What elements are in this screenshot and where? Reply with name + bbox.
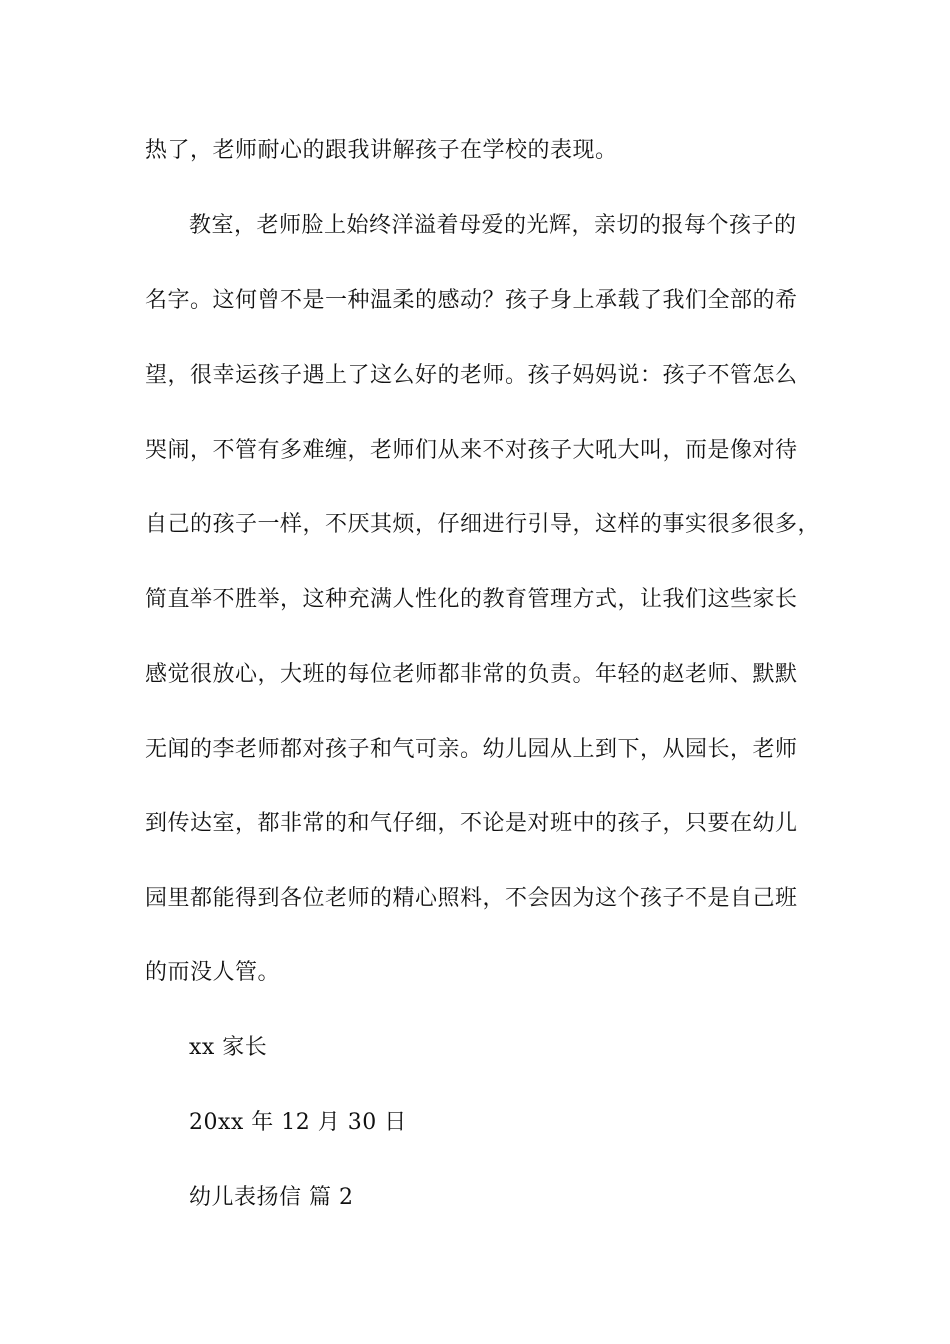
signature: xx 家长 — [189, 1035, 268, 1060]
paragraph-line-6: 自己的孩子一样，不厌其烦，仔细进行引导，这样的事实很多很多， — [145, 512, 821, 537]
paragraph-line-11: 园里都能得到各位老师的精心照料，不会因为这个孩子不是自己班 — [145, 886, 798, 911]
paragraph-line-9: 无闻的李老师都对孩子和气可亲。幼儿园从上到下，从园长，老师 — [145, 737, 798, 762]
paragraph-line-1: 热了，老师耐心的跟我讲解孩子在学校的表现。 — [145, 138, 618, 163]
paragraph-line-7: 简直举不胜举，这种充满人性化的教育管理方式，让我们这些家长 — [145, 587, 798, 612]
date: 20xx 年 12 月 30 日 — [189, 1110, 407, 1135]
paragraph-line-5: 哭闹，不管有多难缠，老师们从来不对孩子大吼大叫，而是像对待 — [145, 438, 798, 463]
section-heading: 幼儿表扬信 篇 2 — [189, 1185, 354, 1210]
paragraph-line-4: 望，很幸运孩子遇上了这么好的老师。孩子妈妈说：孩子不管怎么 — [145, 363, 798, 388]
paragraph-line-10: 到传达室，都非常的和气仔细，不论是对班中的孩子，只要在幼儿 — [145, 811, 798, 836]
paragraph-line-2: 教室，老师脸上始终洋溢着母爱的光辉，亲切的报每个孩子的 — [189, 213, 797, 238]
paragraph-line-12: 的而没人管。 — [145, 960, 281, 985]
paragraph-line-8: 感觉很放心，大班的每位老师都非常的负责。年轻的赵老师、默默 — [145, 662, 798, 687]
paragraph-line-3: 名字。这何曾不是一种温柔的感动？孩子身上承载了我们全部的希 — [145, 288, 798, 313]
